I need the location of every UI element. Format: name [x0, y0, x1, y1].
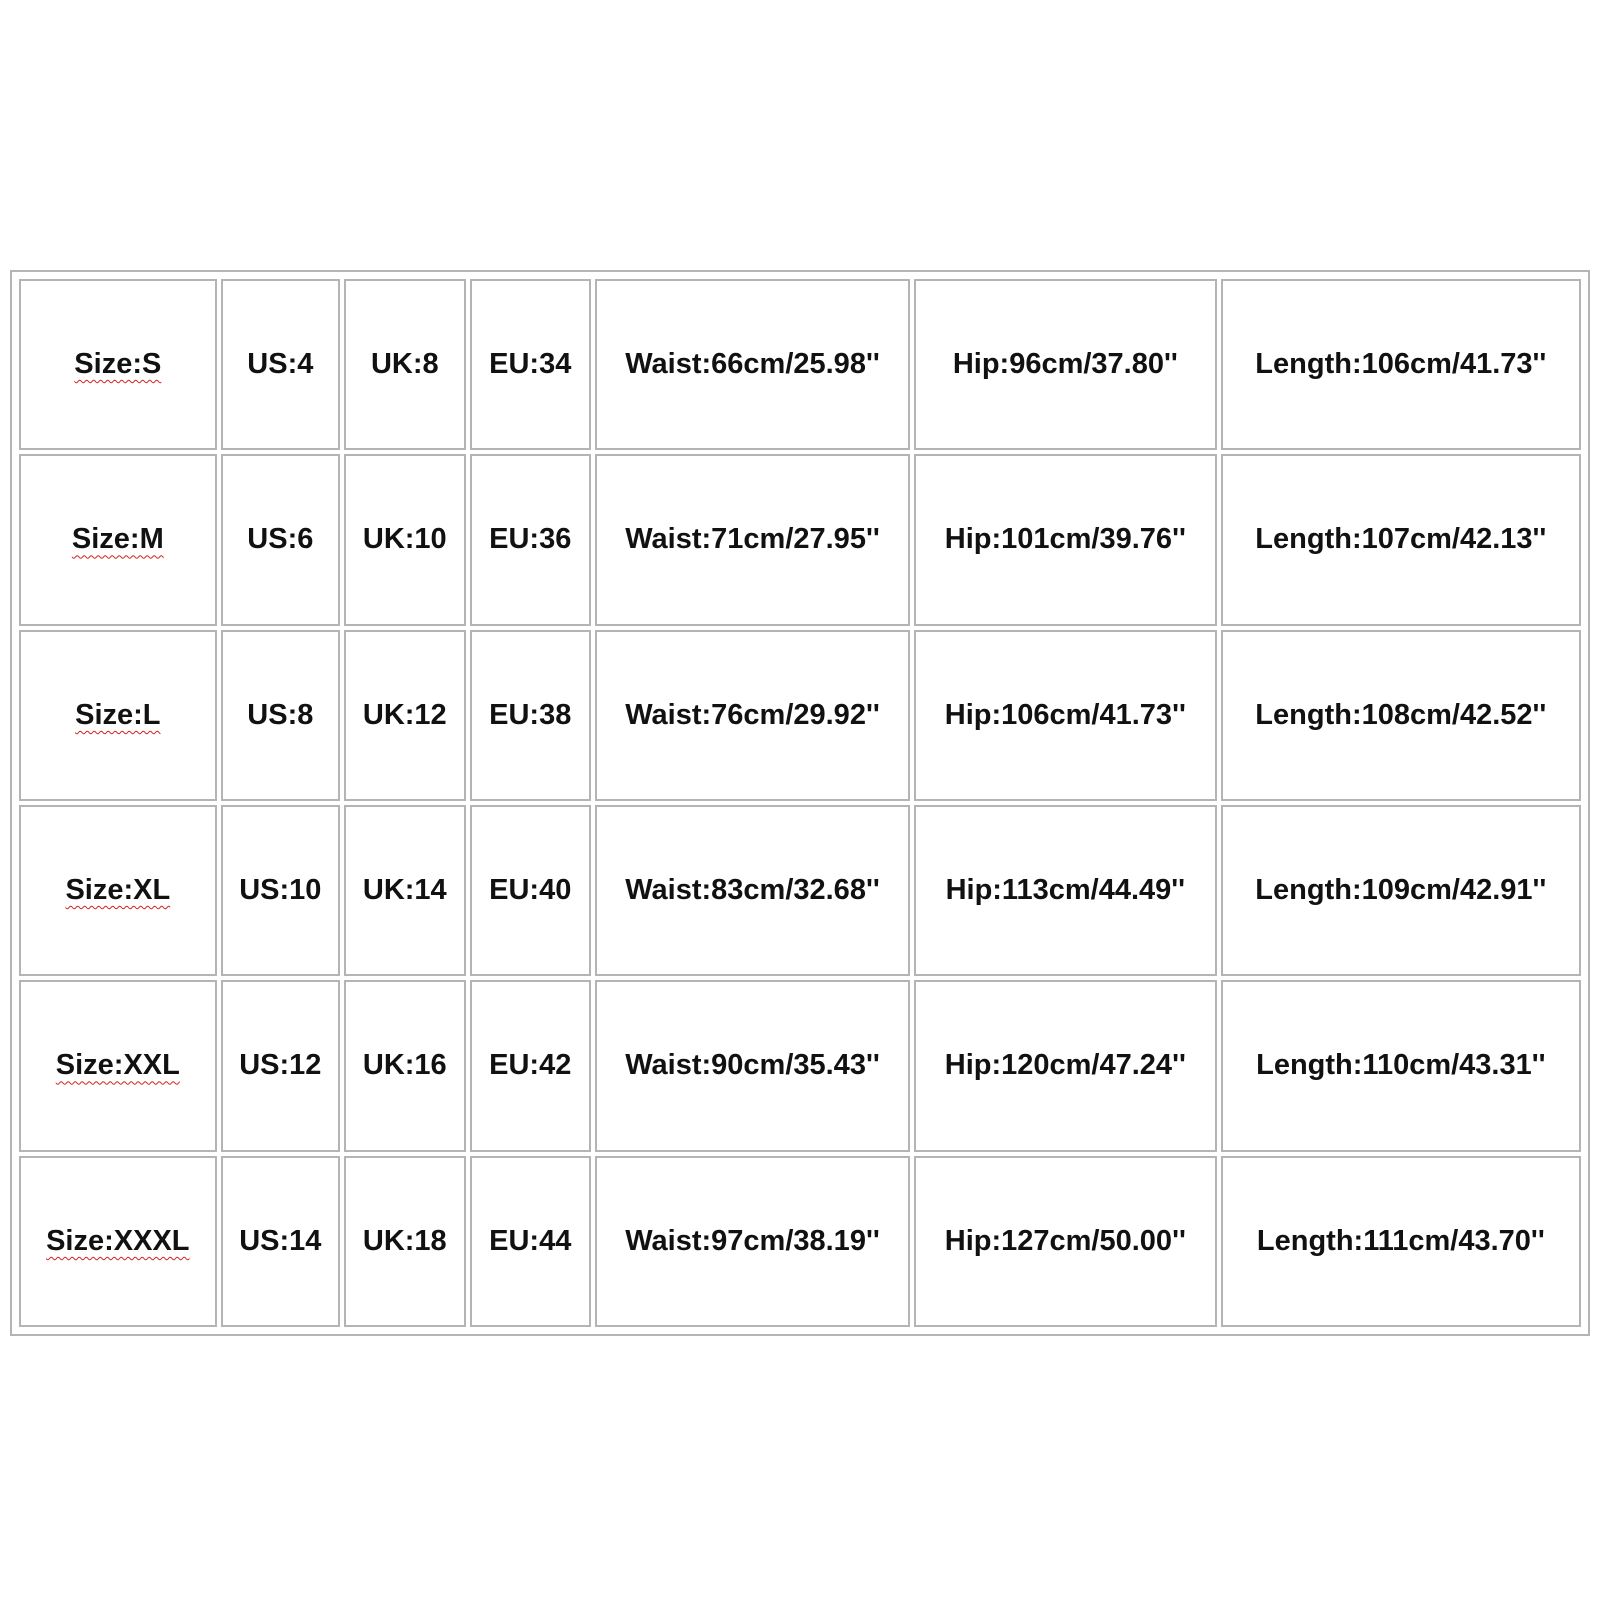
cell-length: Length:111cm/43.70'' — [1221, 1156, 1581, 1327]
cell-us-size: US:14 — [221, 1156, 340, 1327]
cell-length: Length:108cm/42.52'' — [1221, 630, 1581, 801]
cell-length: Length:109cm/42.91'' — [1221, 805, 1581, 976]
size-label: Size:XL — [65, 874, 171, 907]
cell-eu-size: EU:40 — [470, 805, 591, 976]
table-row — [19, 279, 1581, 450]
cell-size — [19, 1156, 217, 1327]
cell-eu-size: EU:36 — [470, 454, 591, 625]
cell-us-size: US:10 — [221, 805, 340, 976]
cell-length: Length:107cm/42.13'' — [1221, 454, 1581, 625]
size-chart-body — [19, 279, 1581, 1327]
cell-uk-size: UK:10 — [344, 454, 465, 625]
cell-waist: Waist:90cm/35.43'' — [595, 980, 910, 1151]
size-label: Size:M — [71, 523, 164, 556]
cell-uk-size: UK:8 — [344, 279, 465, 450]
table-row — [19, 630, 1581, 801]
cell-hip: Hip:96cm/37.80'' — [914, 279, 1217, 450]
cell-size — [19, 630, 217, 801]
cell-eu-size: EU:44 — [470, 1156, 591, 1327]
cell-eu-size: EU:34 — [470, 279, 591, 450]
cell-waist: Waist:76cm/29.92'' — [595, 630, 910, 801]
size-label: Size:S — [74, 348, 162, 381]
size-chart — [10, 270, 1590, 1336]
cell-length: Length:106cm/41.73'' — [1221, 279, 1581, 450]
cell-us-size: US:8 — [221, 630, 340, 801]
cell-us-size: US:6 — [221, 454, 340, 625]
cell-waist: Waist:97cm/38.19'' — [595, 1156, 910, 1327]
size-label: Size:XXL — [55, 1049, 180, 1082]
table-row — [19, 454, 1581, 625]
cell-size — [19, 805, 217, 976]
table-row — [19, 980, 1581, 1151]
cell-length: Length:110cm/43.31'' — [1221, 980, 1581, 1151]
cell-waist: Waist:66cm/25.98'' — [595, 279, 910, 450]
cell-uk-size: UK:12 — [344, 630, 465, 801]
cell-uk-size: UK:16 — [344, 980, 465, 1151]
cell-size — [19, 980, 217, 1151]
cell-uk-size: UK:18 — [344, 1156, 465, 1327]
cell-uk-size: UK:14 — [344, 805, 465, 976]
size-label: Size:L — [75, 698, 161, 731]
cell-us-size: US:12 — [221, 980, 340, 1151]
size-label: Size:XXXL — [46, 1224, 190, 1257]
table-row — [19, 1156, 1581, 1327]
cell-hip: Hip:101cm/39.76'' — [914, 454, 1217, 625]
cell-eu-size: EU:38 — [470, 630, 591, 801]
cell-hip: Hip:113cm/44.49'' — [914, 805, 1217, 976]
cell-waist: Waist:83cm/32.68'' — [595, 805, 910, 976]
cell-hip: Hip:120cm/47.24'' — [914, 980, 1217, 1151]
cell-size — [19, 279, 217, 450]
cell-us-size: US:4 — [221, 279, 340, 450]
size-chart-table — [15, 275, 1585, 1331]
cell-waist: Waist:71cm/27.95'' — [595, 454, 910, 625]
table-row — [19, 805, 1581, 976]
cell-hip: Hip:127cm/50.00'' — [914, 1156, 1217, 1327]
cell-hip: Hip:106cm/41.73'' — [914, 630, 1217, 801]
cell-size — [19, 454, 217, 625]
cell-eu-size: EU:42 — [470, 980, 591, 1151]
